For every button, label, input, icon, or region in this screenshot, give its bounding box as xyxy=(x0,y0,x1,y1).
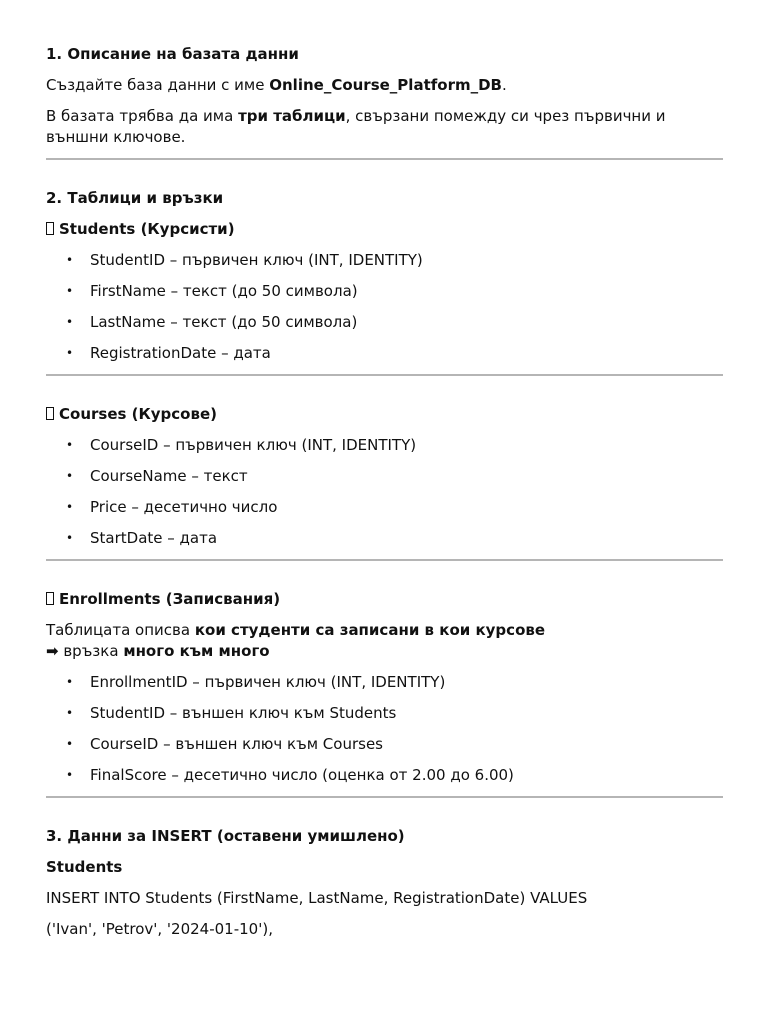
section-2-heading: 2. Таблици и връзки xyxy=(46,189,224,207)
divider xyxy=(46,158,723,160)
enrollments-title-text: Enrollments (Записвания) xyxy=(59,590,281,608)
box-icon xyxy=(46,222,54,235)
insert-line-2: ('Ivan', 'Petrov', '2024-01-10'), xyxy=(46,920,273,938)
divider xyxy=(46,559,723,561)
list-item: • RegistrationDate – дата xyxy=(46,343,723,364)
tables-suffix: , свързани помежду си чрез първични и външни ключове. xyxy=(46,107,666,146)
list-item: • FinalScore – десетично число (оценка от 2.00 до 6.00) xyxy=(46,765,723,786)
section-3-subheading: Students xyxy=(46,858,123,876)
list-item: • StartDate – дата xyxy=(46,528,723,549)
students-title-text: Students (Курсисти) xyxy=(59,220,235,238)
document-page xyxy=(46,44,723,950)
arrow-right-icon: ➡ xyxy=(46,642,59,660)
enrollments-description xyxy=(46,620,723,662)
tables-paragraph xyxy=(46,106,723,148)
relation-prefix: връзка xyxy=(58,642,124,660)
divider xyxy=(46,374,723,376)
section-1-heading: 1. Описание на базата данни xyxy=(46,45,299,63)
db-name-prefix: Създайте база данни с име xyxy=(46,76,270,94)
insert-line-1: INSERT INTO Students (FirstName, LastName, RegistrationDate) VALUES xyxy=(46,889,588,907)
courses-title-text: Courses (Курсове) xyxy=(59,405,217,423)
list-item: • CourseName – текст xyxy=(46,466,723,487)
section-3-heading: 3. Данни за INSERT (оставени умишлено) xyxy=(46,827,405,845)
box-icon xyxy=(46,592,54,605)
courses-table-title xyxy=(46,404,723,425)
enrollments-fields-list xyxy=(46,672,723,786)
db-name-paragraph xyxy=(46,75,723,96)
list-item: • CourseID – първичен ключ (INT, IDENTITY) xyxy=(46,435,723,456)
enrollments-table-title xyxy=(46,589,723,610)
tables-prefix: В базата трябва да има xyxy=(46,107,239,125)
students-table-title xyxy=(46,219,723,240)
list-item: • StudentID – първичен ключ (INT, IDENTITY) xyxy=(46,250,723,271)
students-fields-list xyxy=(46,250,723,364)
list-item: • FirstName – текст (до 50 символа) xyxy=(46,281,723,302)
db-name-suffix: . xyxy=(501,76,507,94)
list-item: • LastName – текст (до 50 символа) xyxy=(46,312,723,333)
box-icon xyxy=(46,407,54,420)
enrollments-desc-prefix: Таблицата описва xyxy=(46,621,195,639)
courses-fields-list xyxy=(46,435,723,549)
divider xyxy=(46,796,723,798)
list-item: • StudentID – външен ключ към Students xyxy=(46,703,723,724)
list-item: • Price – десетично число xyxy=(46,497,723,518)
enrollments-desc-bold: кои студенти са записани в кои курсове xyxy=(194,621,546,639)
db-name: Online_Course_Platform_DB xyxy=(269,76,502,94)
relation-type: много към много xyxy=(123,642,270,660)
tables-count: три таблици xyxy=(238,107,346,125)
list-item: • CourseID – външен ключ към Courses xyxy=(46,734,723,755)
list-item: • EnrollmentID – първичен ключ (INT, IDENTITY) xyxy=(46,672,723,693)
